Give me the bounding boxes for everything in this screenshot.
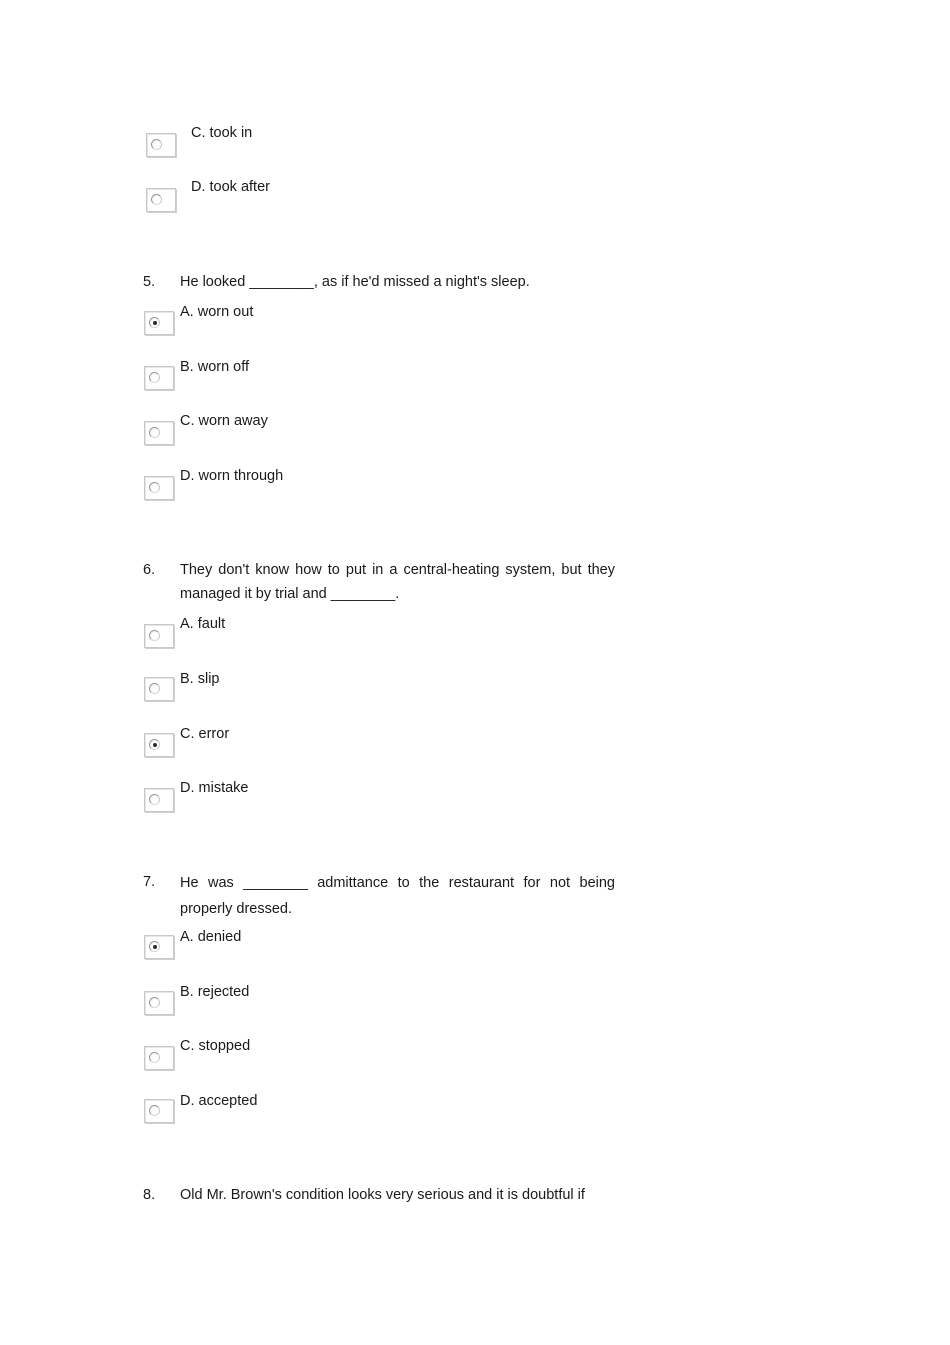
question-text: Old Mr. Brown's condition looks very serious and it is doubtful if	[180, 1187, 585, 1203]
option-label-q5-a: A. worn out	[180, 304, 254, 320]
radio-unchecked-icon	[149, 427, 160, 438]
radio-unchecked-icon	[149, 482, 160, 493]
radio-button-q5-b[interactable]	[144, 366, 174, 390]
option-label-q7-c: C. stopped	[180, 1038, 251, 1054]
radio-checked-icon	[149, 941, 160, 952]
option-label-q7-d: D. accepted	[180, 1093, 258, 1109]
radio-unchecked-icon	[149, 794, 160, 805]
radio-button-q7-b[interactable]	[144, 991, 174, 1015]
question-number: 7.	[143, 874, 156, 890]
question-number: 5.	[143, 274, 156, 290]
option-label-q5-c: C. worn away	[180, 413, 268, 429]
radio-button-q7-a[interactable]	[144, 935, 174, 959]
question-text: He looked ________, as if he'd missed a night's sleep.	[180, 274, 530, 290]
radio-button-q7-c[interactable]	[144, 1046, 174, 1070]
option-label-q5-d: D. worn through	[180, 468, 284, 484]
option-label-q7-a: A. denied	[180, 929, 242, 945]
question-text: He was ________ admittance to the restaurant for not being properly dressed.	[180, 875, 615, 917]
radio-checked-icon	[149, 739, 160, 750]
option-label-q5-b: B. worn off	[180, 359, 250, 375]
option-label-q6-a: A. fault	[180, 616, 226, 632]
radio-button-q6-b[interactable]	[144, 677, 174, 701]
option-label-q7-b: B. rejected	[180, 984, 250, 1000]
radio-button-q6-c[interactable]	[144, 733, 174, 757]
radio-button-q4-c[interactable]	[146, 133, 176, 157]
option-label-q6-b: B. slip	[180, 671, 220, 687]
radio-unchecked-icon	[151, 194, 162, 205]
question-number: 8.	[143, 1187, 156, 1203]
radio-button-q5-c[interactable]	[144, 421, 174, 445]
radio-button-q5-a[interactable]	[144, 311, 174, 335]
radio-unchecked-icon	[149, 630, 160, 641]
radio-button-q6-a[interactable]	[144, 624, 174, 648]
question-number: 6.	[143, 562, 156, 578]
radio-unchecked-icon	[149, 997, 160, 1008]
radio-unchecked-icon	[149, 372, 160, 383]
radio-button-q6-d[interactable]	[144, 788, 174, 812]
radio-checked-icon	[149, 317, 160, 328]
radio-unchecked-icon	[149, 1105, 160, 1116]
option-label-q4-d: D. took after	[191, 179, 270, 195]
radio-unchecked-icon	[149, 1052, 160, 1063]
radio-button-q4-d[interactable]	[146, 188, 176, 212]
radio-button-q7-d[interactable]	[144, 1099, 174, 1123]
radio-unchecked-icon	[149, 683, 160, 694]
option-label-q6-c: C. error	[180, 726, 230, 742]
question-text: They don't know how to put in a central-heating system, but they managed it by trial and ________.	[180, 562, 615, 602]
radio-unchecked-icon	[151, 139, 162, 150]
option-label-q6-d: D. mistake	[180, 780, 249, 796]
option-label-q4-c: C. took in	[191, 125, 253, 141]
radio-button-q5-d[interactable]	[144, 476, 174, 500]
